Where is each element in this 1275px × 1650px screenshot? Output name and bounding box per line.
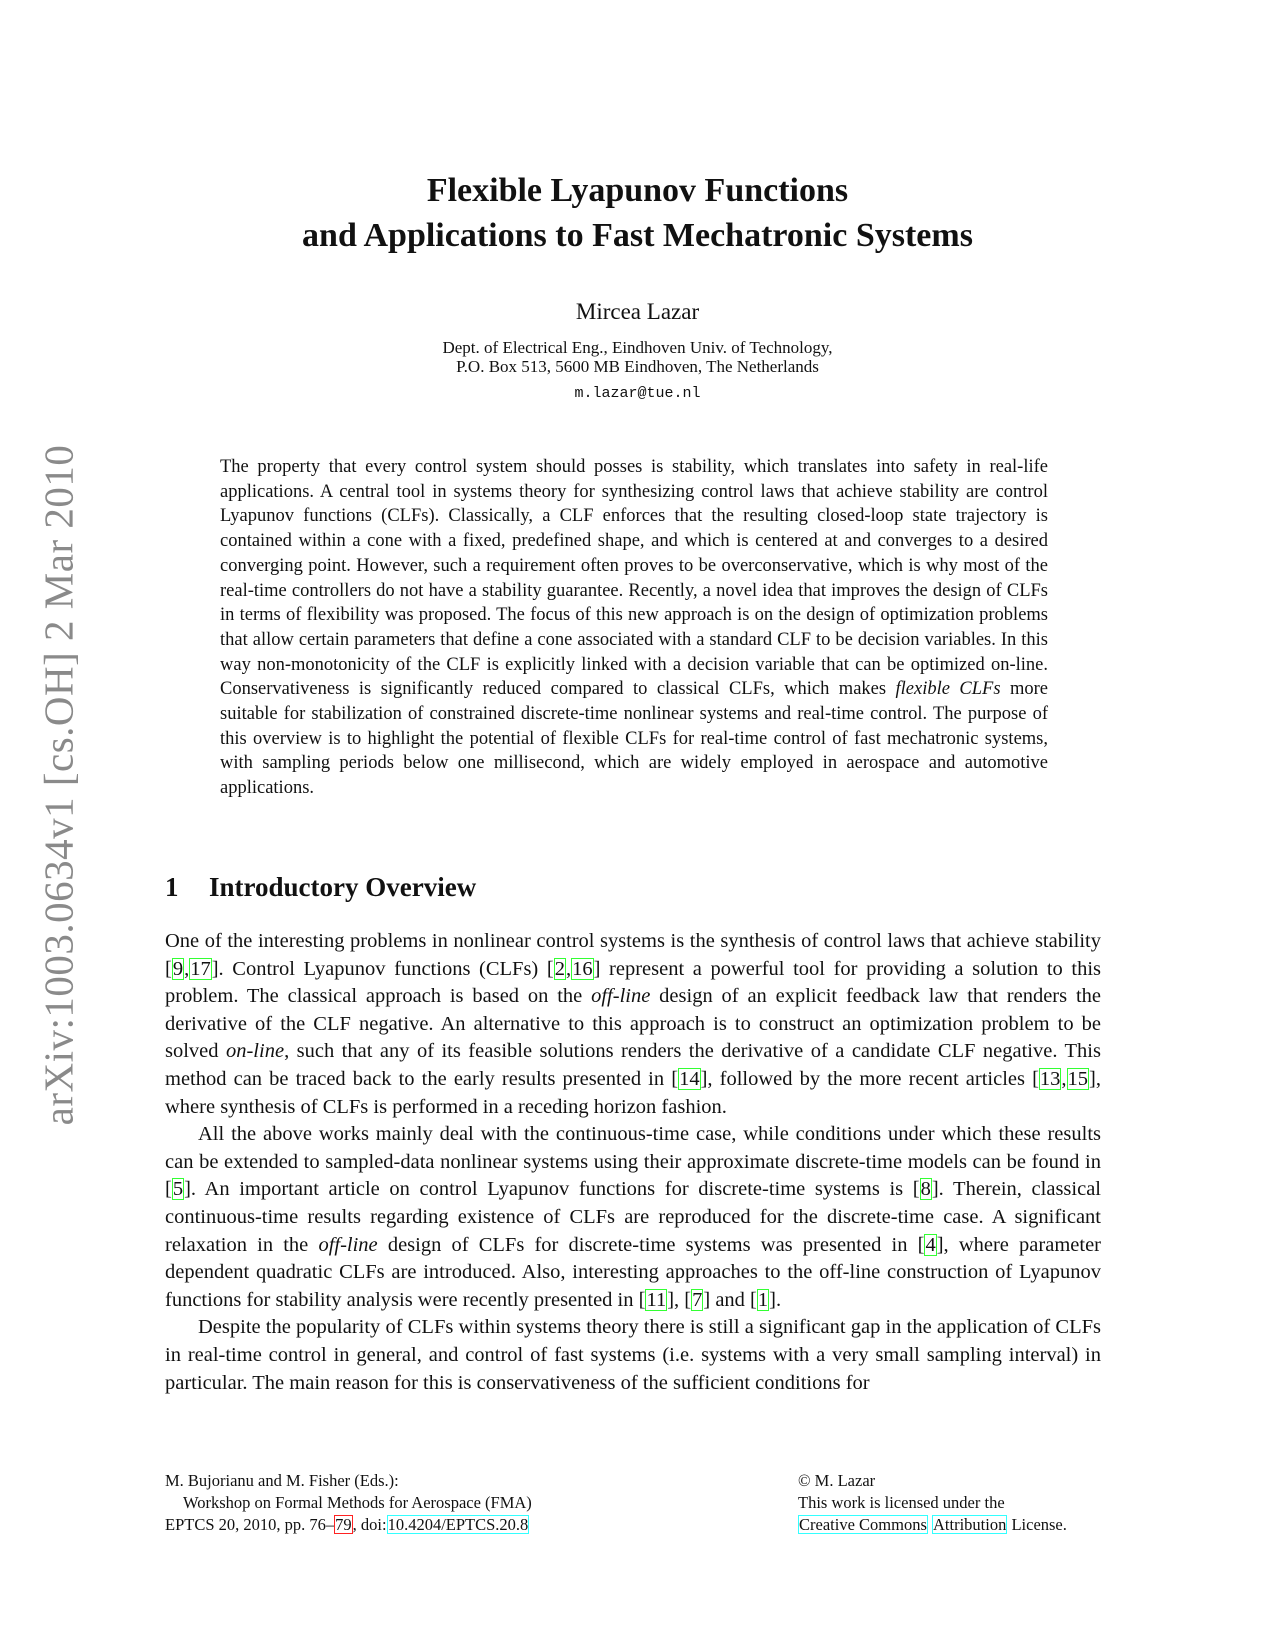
paragraph-text: design of CLFs for discrete-time systems was presented in [ (377, 1233, 925, 1256)
citation-link[interactable]: 13 (1039, 1067, 1061, 1090)
paragraph-text: ] represent a powerful tool for providing a solution to this problem. The classical approach is based on the (165, 957, 1101, 1008)
abstract-emphasis: flexible CLFs (895, 679, 1001, 700)
paragraph-text: ] and [ (703, 1288, 757, 1311)
paper-title (150, 168, 1125, 258)
author-name: Mircea Lazar (575, 299, 700, 324)
paragraph-text: ], [ (667, 1288, 692, 1311)
paragraph-text: ]. Therein, classical continuous-time results regarding existence of CLFs are reproduced for the discrete-time case. A significant relaxation in the (165, 1178, 1101, 1256)
paragraph-text: ], followed by the more recent articles [ (700, 1067, 1039, 1090)
citation-link[interactable]: 15 (1067, 1067, 1089, 1090)
paragraph-3: Despite the popularity of CLFs within systems theory there is still a significant gap in the application of CLFs in real-time control in general, and control of fast systems (i.e. systems with a very small sampling interval) in particular. The main reason for this is conservativeness of the sufficient conditions for (165, 1316, 1101, 1394)
section-title: Introductory Overview (209, 872, 477, 902)
citation-link[interactable]: 7 (692, 1288, 703, 1311)
doi-label: , doi: (352, 1515, 387, 1534)
copyright-holder: M. Lazar (810, 1471, 876, 1490)
citation-link[interactable]: 11 (646, 1288, 667, 1311)
paragraph-text: ]. (769, 1288, 782, 1311)
paragraph-2 (165, 1121, 1101, 1314)
affiliation (150, 338, 1125, 376)
license-line: This work is licensed under the (798, 1493, 1005, 1512)
citation-link[interactable]: 1 (757, 1288, 769, 1311)
paragraph-text: design of an explicit feedback law that renders the derivative of the CLF negative. An alternative to this approach is to construct an optimization problem to be solved (165, 985, 1101, 1063)
license-suffix: License. (1007, 1515, 1067, 1534)
citation-link[interactable]: 16 (572, 957, 593, 980)
paragraph-text: ], where parameter dependent quadratic CLFs are introduced. Also, interesting approaches to the off-line construction of Lyapunov functions for stability analysis were recently presented in [ (165, 1233, 1101, 1311)
attribution-link[interactable]: Attribution (932, 1515, 1007, 1534)
emphasis: off-line (318, 1233, 378, 1256)
license-info (798, 1470, 1067, 1536)
section-heading (165, 872, 476, 903)
paragraph-text: One of the interesting problems in nonlinear control systems is the synthesis of control laws that achieve stability [ (165, 930, 1101, 980)
citation-link[interactable]: 5 (172, 1178, 184, 1201)
emphasis: on-line (225, 1040, 285, 1063)
section-number: 1 (165, 872, 179, 902)
citation-link[interactable]: 4 (925, 1233, 936, 1256)
citation-link[interactable]: 9 (172, 957, 184, 980)
copyright-line (798, 1470, 1067, 1492)
license-links (798, 1514, 1067, 1536)
section-body (165, 928, 1101, 1397)
paragraph-text: , such that any of its feasible solutions renders the derivative of a candidate CLF negative. This method can be traced back to the early results presented in [ (165, 1040, 1101, 1090)
paragraph-1: One of the interesting problems in nonlinear control systems is the synthesis of control laws that achieve stability [9,17]. Control Lyapunov functions (CLFs) [2,16] represent a powerful tool for providing a solution to this problem. The classical approach is based on the off-line design of an explicit feedback law that renders the derivative of the CLF negative. An alternative to this approach is to construct an optimization problem to be solved on-line, such that any of its feasible solutions renders the derivative of a candidate CLF negative. This method can be traced back to the early results presented in [14], followed by the more recent articles [13,15], where synthesis of CLFs is performed in a receding horizon fashion. (165, 930, 1101, 1118)
copyright-icon: © (798, 1471, 811, 1490)
publication-info (165, 1470, 532, 1536)
eptcs-text: EPTCS 20, 2010, pp. 76– (165, 1515, 335, 1534)
abstract-text-1: The property that every control system should posses is stability, which translates into safety in real-life applications. A central tool in systems theory for synthesizing control laws that achieve stability are control Lyapunov functions (CLFs). Classically, a CLF enforces that the resulting closed-loop state trajectory is contained within a cone with a fixed, predefined shape, and which is centered at and converges to a desired converging point. However, such a requirement often proves to be overconservative, which is why most of the real-time controllers do not have a stability guarantee. Recently, a novel idea that improves the design of CLFs in terms of flexibility was proposed. The focus of this new approach is on the design of optimization problems that allow certain parameters that define a cone associated with a standard CLF to be decision variables. In this way non-monotonicity of the CLF is explicitly linked with a decision variable that can be optimized on-line. Conservativeness is significantly reduced compared to classical CLFs, which makes (220, 457, 1048, 700)
title-line-2: and Applications to Fast Mechatronic Systems (302, 217, 973, 254)
last-page-link[interactable]: 79 (335, 1515, 352, 1534)
citation-link[interactable]: 14 (679, 1067, 700, 1090)
abstract-text-2: more suitable for stabilization of constrained discrete-time nonlinear systems and real-time control. The purpose of this overview is to highlight the potential of flexible CLFs for real-time control of fast mechatronic systems, with sampling periods below one millisecond, which are widely employed in aerospace and automotive applications. (220, 679, 1049, 799)
doi-link[interactable]: 10.4204/EPTCS.20.8 (387, 1515, 529, 1534)
citation-link[interactable]: 17 (190, 957, 211, 980)
paragraph-text: ]. Control Lyapunov functions (CLFs) [ (211, 957, 554, 980)
author-email[interactable]: m.lazar@tue.nl (574, 385, 701, 402)
emphasis: off-line (591, 985, 651, 1008)
affiliation-line-2: P.O. Box 513, 5600 MB Eindhoven, The Netherlands (456, 357, 819, 376)
affiliation-line-1: Dept. of Electrical Eng., Eindhoven Univ. of Technology, (442, 338, 833, 357)
creative-commons-link[interactable]: Creative Commons (799, 1515, 927, 1534)
editors-line: M. Bujorianu and M. Fisher (Eds.): (165, 1471, 399, 1490)
paragraph-text: ]. An important article on control Lyapunov functions for discrete-time systems is [ (184, 1178, 920, 1201)
arxiv-stamp (32, 435, 84, 1135)
workshop-line: Workshop on Formal Methods for Aerospace (FMA) (183, 1493, 532, 1512)
citation-link[interactable]: 8 (920, 1178, 931, 1201)
paragraph-text: ], where synthesis of CLFs is performed in a receding horizon fashion. (165, 1067, 1101, 1118)
title-line-1: Flexible Lyapunov Functions (426, 172, 849, 209)
abstract (220, 455, 1048, 801)
eptcs-line (165, 1514, 532, 1536)
arxiv-identifier: arXiv:1003.0634v1 [cs.OH] 2 Mar 2010 (35, 444, 82, 1126)
citation-link[interactable]: 2 (554, 957, 565, 980)
paragraph-text: All the above works mainly deal with the continuous-time case, while conditions under which these results can be extended to sampled-data nonlinear systems using their approximate discrete-time models can be found in [ (165, 1123, 1101, 1201)
